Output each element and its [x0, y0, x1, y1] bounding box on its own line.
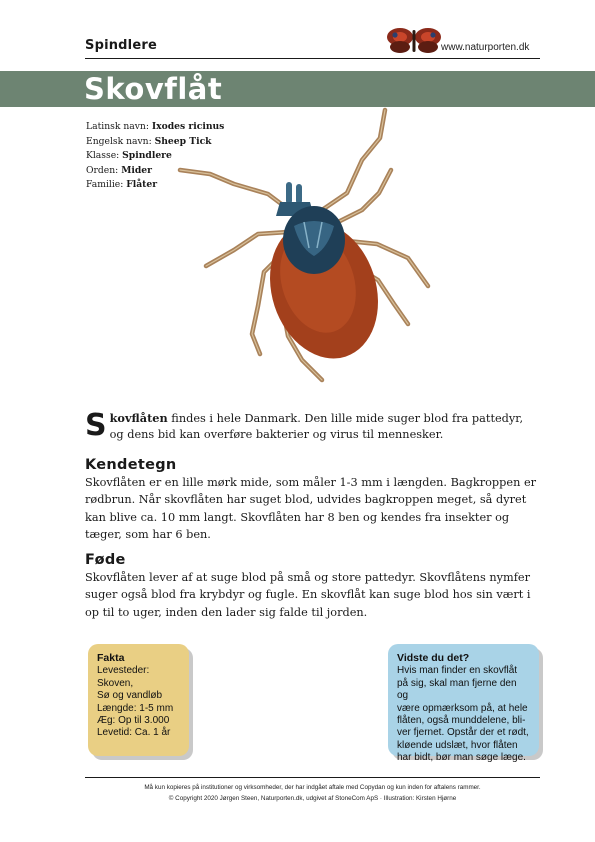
section-body-fode: Skovflåten lever af at suge blod på små og store pattedyr. Skovflåtens nymfer suger også blod fra krybdyr og fugle. En skovflåt kan suge blod hos sin vært i op til to uger, inden den lader sig falde til jorden.	[85, 571, 531, 619]
intro-bold: kovflåten	[109, 411, 168, 425]
vidste-line: ver fjernet. Opstår der et rødt,	[397, 727, 529, 739]
fakta-line: Æg: Op til 3.000	[97, 715, 170, 727]
fakta-line: Levesteder: Skoven,	[97, 665, 150, 689]
vidste-line: har bidt, bør man søge læge.	[397, 752, 526, 764]
vidste-line: Hvis man finder en skovflåt	[397, 665, 518, 677]
footer-license: Må kun kopieres på institutioner og virksomheder, der har indgået aftale med Copydan og kun inden for aftalens rammer.	[144, 784, 481, 791]
vidste-line: på sig, skal man fjerne den og	[397, 677, 517, 702]
section-heading-kendetegn: Kendetegn	[85, 457, 177, 473]
taxonomy-row-english: Engelsk navn: Sheep Tick	[86, 135, 212, 147]
drop-cap: S	[85, 408, 107, 443]
section-heading-fode: Føde	[85, 552, 126, 568]
footer-copyright: © Copyright 2020 Jørgen Steen, Naturporten.dk, udgivet af StoneCom ApS · Illustration: Kirsten Hjørne	[168, 795, 457, 802]
fakta-line: Sø og vandløb	[97, 690, 163, 702]
vidste-box	[388, 644, 539, 764]
fakta-box	[88, 644, 189, 756]
intro-text: findes i hele Danmark. Den lille mide suger blod fra pattedyr, og dens bid kan overføre bakterier og virus til mennesker.	[109, 412, 524, 441]
taxonomy-row-latin: Latinsk navn: Ixodes ricinus	[86, 121, 225, 132]
section-body-kendetegn: Skovflåten er en lille mørk mide, som måler 1-3 mm i længden. Bagkroppen er rødbrun. Når skovflåten har suget blod, udvides bagkroppen meget, så dyret kan blive ca. 10 mm langt. Skovflåten har 8 ben og kendes fra insekter og tæger, som har 6 ben.	[85, 476, 537, 541]
intro-paragraph	[85, 410, 540, 443]
taxonomy-row-order: Orden: Mider	[86, 164, 152, 176]
tick-illustration	[172, 98, 434, 386]
vidste-line: kløende udslæt, hvor flåten	[397, 739, 518, 751]
fakta-line: Længde: 1-5 mm	[97, 702, 174, 714]
fakta-line: Levetid: Ca. 1 år	[97, 727, 171, 739]
footer-divider	[85, 777, 540, 778]
butterfly-icon	[386, 26, 442, 54]
header-divider	[85, 58, 540, 59]
site-url: www.naturporten.dk	[441, 42, 530, 53]
vidste-title: Vidste du det?	[397, 652, 470, 664]
vidste-line: flåten, også munddelene, bli-	[397, 715, 526, 727]
fakta-title: Fakta	[97, 652, 125, 664]
page-title: Skovflåt	[84, 72, 223, 106]
taxonomy-row-family: Familie: Flåter	[86, 179, 158, 191]
taxonomy-row-class: Klasse: Spindlere	[86, 150, 172, 162]
category-label: Spindlere	[85, 38, 157, 53]
vidste-line: være opmærksom på, at hele	[397, 702, 528, 714]
